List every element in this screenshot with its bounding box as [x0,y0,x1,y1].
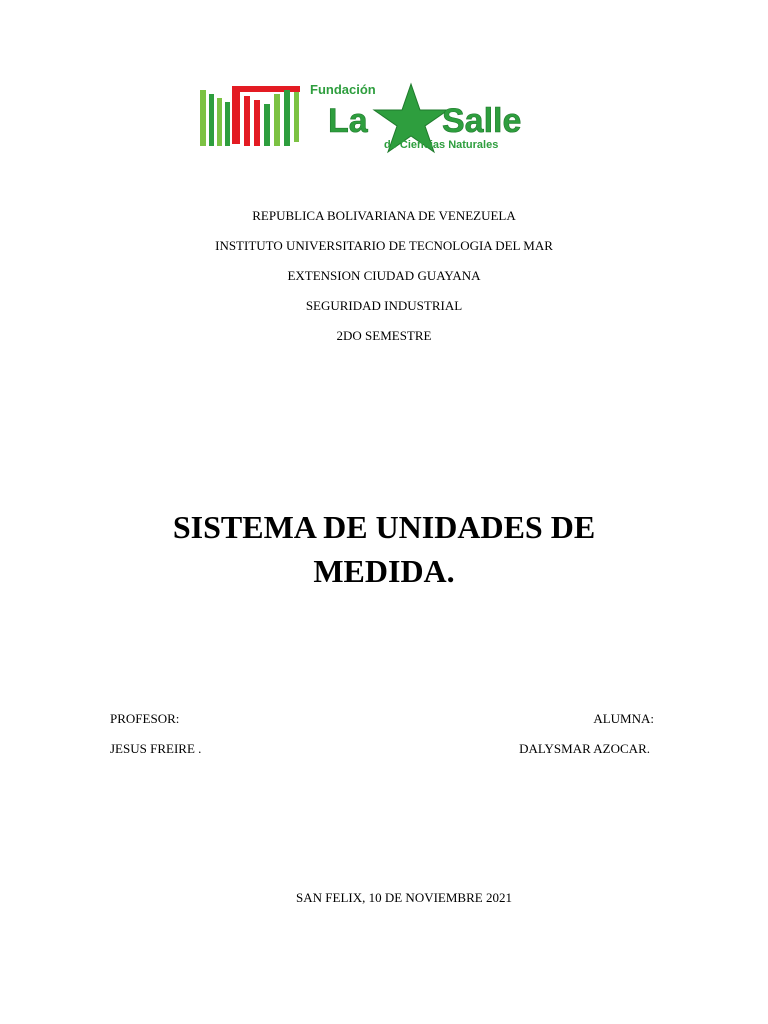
logo-fundacion-text: Fundación [310,82,376,97]
profesor-name: JESUS FREIRE . [110,741,202,756]
document-title-line-1: SISTEMA DE UNIDADES DE [172,509,596,545]
logo-la-text: La [328,102,368,140]
alumna-name: DALYSMAR AZOCAR. [519,741,650,756]
header-line-republica: REPUBLICA BOLIVARIANA DE VENEZUELA [252,208,516,223]
header-line-semestre: 2DO SEMESTRE [336,328,432,343]
place-date: SAN FELIX, 10 DE NOVIEMBRE 2021 [296,890,512,905]
fundacion-la-salle-logo [196,80,580,154]
header-line-instituto: INSTITUTO UNIVERSITARIO DE TECNOLOGIA DEL MAR [215,238,553,253]
header-line-extension: EXTENSION CIUDAD GUAYANA [287,268,481,283]
logo-ciencias-text: de Ciencias Naturales [384,139,499,151]
logo-salle-text: Salle [442,102,522,140]
document-title-line-2: MEDIDA. [313,553,455,589]
header-line-materia: SEGURIDAD INDUSTRIAL [305,298,463,313]
alumna-label: ALUMNA: [593,711,654,726]
profesor-label: PROFESOR: [110,711,180,726]
stripes-emblem-icon [198,86,300,148]
